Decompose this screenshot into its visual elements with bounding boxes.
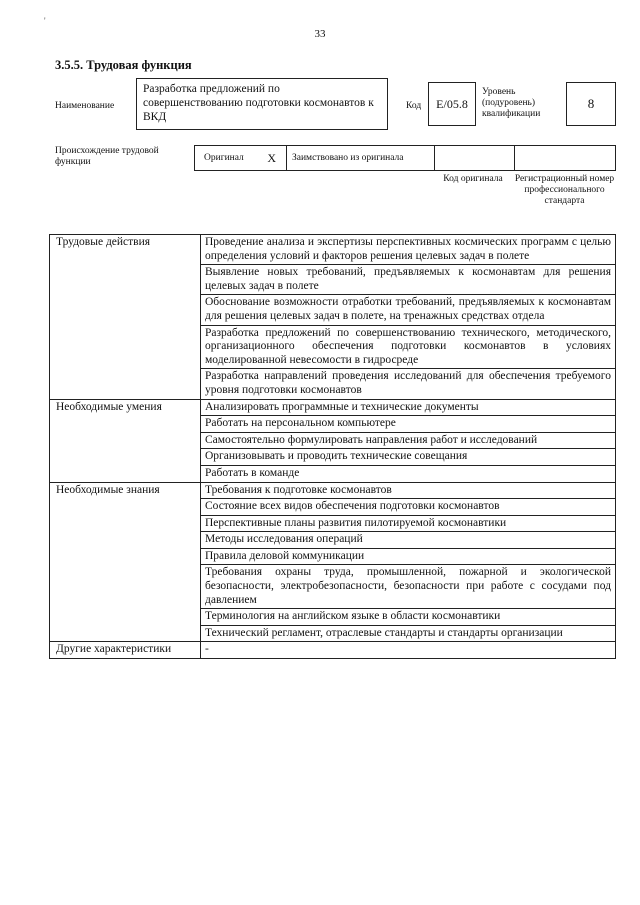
- table-row: [50, 399, 616, 416]
- description-cell: Состояние всех видов обеспечения подготовки космонавтов: [201, 499, 616, 516]
- description-cell: Самостоятельно формулировать направления работ и исследований: [201, 432, 616, 449]
- section-title: 3.5.5. Трудовая функция: [55, 58, 192, 72]
- description-cell: Проведение анализа и экспертизы перспективных космических программ с целью определения условий и факторов решения целевых задач в полете: [201, 235, 616, 265]
- description-cell: Работать в команде: [201, 465, 616, 482]
- original-label: Оригинал: [204, 153, 244, 163]
- description-cell: Терминология на английском языке в области космонавтики: [201, 609, 616, 626]
- corner-mark: ': [44, 16, 46, 26]
- origin-borrowed-cell: [287, 146, 435, 170]
- description-cell: Разработка направлений проведения исследований для обеспечения требуемого уровня подготовки космонавтов: [201, 369, 616, 399]
- category-cell: Необходимые умения: [50, 399, 201, 482]
- original-mark: X: [267, 150, 276, 165]
- description-cell: -: [201, 642, 616, 659]
- qualification-level-label: Уровень (подуровень) квалификации: [482, 87, 541, 119]
- description-cell: Требования к подготовке космонавтов: [201, 482, 616, 499]
- code-field: E/05.8: [428, 82, 476, 126]
- table-row: [50, 482, 616, 499]
- qualification-level-field: 8: [566, 82, 616, 126]
- origin-row: [194, 145, 616, 171]
- code-of-original-label: Код оригинала: [443, 174, 503, 184]
- description-cell: Выявление новых требований, предъявляемых к космонавтам для решения целевых задач в полете: [201, 265, 616, 295]
- function-name-field: Разработка предложений по совершенствованию подготовки космонавтов к ВКД: [136, 78, 388, 130]
- description-cell: Требования охраны труда, промышленной, пожарной и экологической безопасности, электробезопасности, безопасности при работе с сосудами под давлением: [201, 565, 616, 609]
- table-row: [50, 642, 616, 659]
- origin-code-cell: [435, 146, 515, 170]
- description-cell: Работать на персональном компьютере: [201, 416, 616, 433]
- name-label: Наименование: [55, 101, 115, 111]
- description-cell: Обоснование возможности отработки требований, предъявляемых к космонавтам для решения целевых задач в полете, на тренажных средствах отдела: [201, 295, 616, 325]
- origin-label: Происхождение трудовой функции: [55, 146, 159, 167]
- category-cell: Трудовые действия: [50, 235, 201, 400]
- description-cell: Методы исследования операций: [201, 532, 616, 549]
- description-cell: Разработка предложений по совершенствованию технического, методического, организационного обеспечения подготовки космонавтов в условиях моделированной невесомости в гидросреде: [201, 325, 616, 369]
- registration-number-label: Регистрационный номер профессионального стандарта: [514, 174, 615, 206]
- category-cell: Другие характеристики: [50, 642, 201, 659]
- page-number: 33: [314, 28, 326, 40]
- origin-registration-cell: [515, 146, 615, 170]
- description-cell: Организовывать и проводить технические совещания: [201, 449, 616, 466]
- borrowed-label: Заимствовано из оригинала: [292, 153, 404, 163]
- function-table: [49, 234, 616, 659]
- category-cell: Необходимые знания: [50, 482, 201, 642]
- description-cell: Перспективные планы развития пилотируемой космонавтики: [201, 515, 616, 532]
- table-row: [50, 235, 616, 265]
- description-cell: Анализировать программные и технические документы: [201, 399, 616, 416]
- origin-original-cell: [195, 146, 287, 170]
- description-cell: Правила деловой коммуникации: [201, 548, 616, 565]
- code-label: Код: [406, 101, 422, 111]
- description-cell: Технический регламент, отраслевые стандарты и стандарты организации: [201, 625, 616, 642]
